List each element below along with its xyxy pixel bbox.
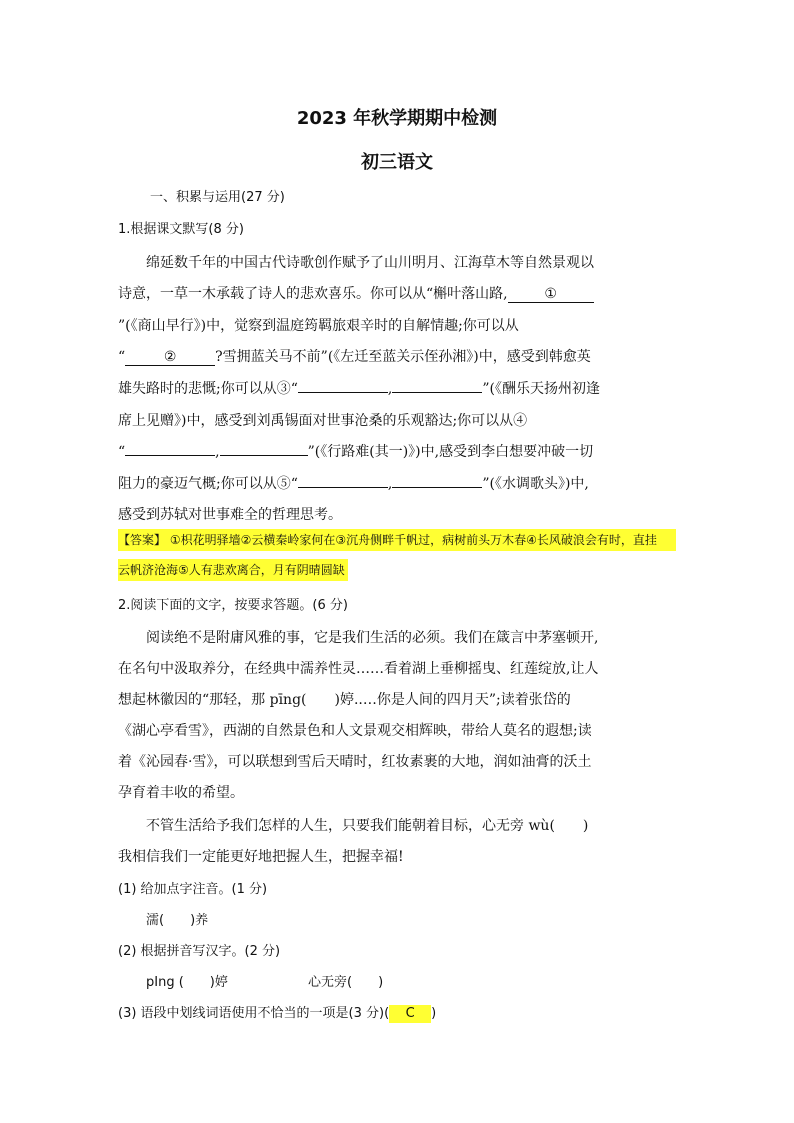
blank-3a	[298, 392, 388, 393]
q1-line: “ , ”(《行路难(其一)》)中,感受到李白想要冲破一切	[118, 444, 594, 460]
blank-2: ②	[125, 349, 215, 366]
q2-passage-line: 阅读绝不是附庸风雅的事，它是我们生活的必须。我们在箴言中茅塞顿开,	[146, 630, 599, 646]
subquestion-1-item: 濡( )养	[146, 913, 209, 928]
answer-highlight: 云帆济沧海⑤人有悲欢离合，月有阴晴圆缺	[118, 559, 348, 581]
q2-passage-line: 《湖心亭看雪》，西湖的自然景色和人文景观交相辉映，带给人莫名的遐想;读	[118, 723, 592, 739]
blank-5a	[298, 487, 388, 488]
blank-5b	[392, 487, 482, 488]
subquestion-2: (2) 根据拼音写汉字。(2 分)	[118, 944, 281, 959]
q1-line: ”(《商山早行》)中，觉察到温庭筠羁旅艰辛时的自解情趣;你可以从	[118, 318, 519, 334]
page-subtitle: 初三语文	[361, 152, 433, 173]
section-heading: 一、积累与运用(27 分)	[150, 190, 285, 205]
q2-passage-line: 我相信我们一定能更好地把握人生，把握幸福!	[118, 849, 404, 865]
q2-heading: 2.阅读下面的文字，按要求答题。(6 分)	[118, 598, 348, 613]
answer-choice-highlight: C	[389, 1005, 431, 1023]
q1-line: 绵延数千年的中国古代诗歌创作赋予了山川明月、江海草木等自然景观以	[146, 255, 594, 271]
q2-passage-line: 不管生活给予我们怎样的人生，只要我们能朝着目标，心无旁 wù( )	[146, 818, 589, 834]
q1-line: “ ② ?雪拥蓝关马不前”(《左迁至蓝关示侄孙湘》)中，感受到韩愈英	[118, 349, 591, 365]
q2-passage-line: 在名句中汲取养分，在经典中濡养性灵……看着湖上垂柳摇曳、红莲绽放,让人	[118, 661, 599, 677]
q1-line: 雄失路时的悲慨;你可以从③“ , ”(《酬乐天扬州初逢	[118, 381, 600, 397]
q2-passage-line: 着《沁园春·雪》，可以联想到雪后天晴时，红妆素裹的大地，润如油膏的沃土	[118, 754, 592, 770]
page-title: 2023 年秋学期期中检测	[296, 108, 498, 129]
q1-line: 感受到苏轼对世事难全的哲理思考。	[118, 507, 342, 523]
answer-highlight: 【答案】 ①枳花明驿墙②云横秦岭家何在③沉舟侧畔千帆过，病树前头万木春④长风破浪会有时，直挂	[118, 529, 676, 551]
subquestion-2-item: pIng ( )婷	[146, 975, 228, 990]
q1-heading: 1.根据课文默写(8 分)	[118, 222, 244, 237]
subquestion-3: (3) 语段中划线词语使用不恰当的一项是(3 分)( C )	[118, 1005, 437, 1021]
subquestion-2-item: 心无旁( )	[308, 975, 384, 990]
blank-4a	[125, 455, 215, 456]
q1-line: 诗意，一草一木承载了诗人的悲欢喜乐。你可以从“槲叶落山路, ①	[118, 283, 678, 303]
blank-4b	[220, 455, 308, 456]
blank-1: ①	[508, 286, 594, 303]
blank-3b	[392, 392, 482, 393]
q1-line: 阻力的豪迈气概;你可以从⑤“ , ”(《水调歌头》)中,	[118, 476, 589, 492]
subquestion-1: (1) 给加点字注音。(1 分)	[118, 882, 268, 897]
q1-line: 席上见赠》)中，感受到刘禹锡面对世事沧桑的乐观豁达;你可以从④	[118, 413, 528, 429]
q2-passage-line: 想起林徽因的“那轻，那 pīng( )婷..…你是人间的四月天”;读着张岱的	[118, 692, 571, 708]
q2-passage-line: 孕育着丰收的希望。	[118, 785, 244, 801]
